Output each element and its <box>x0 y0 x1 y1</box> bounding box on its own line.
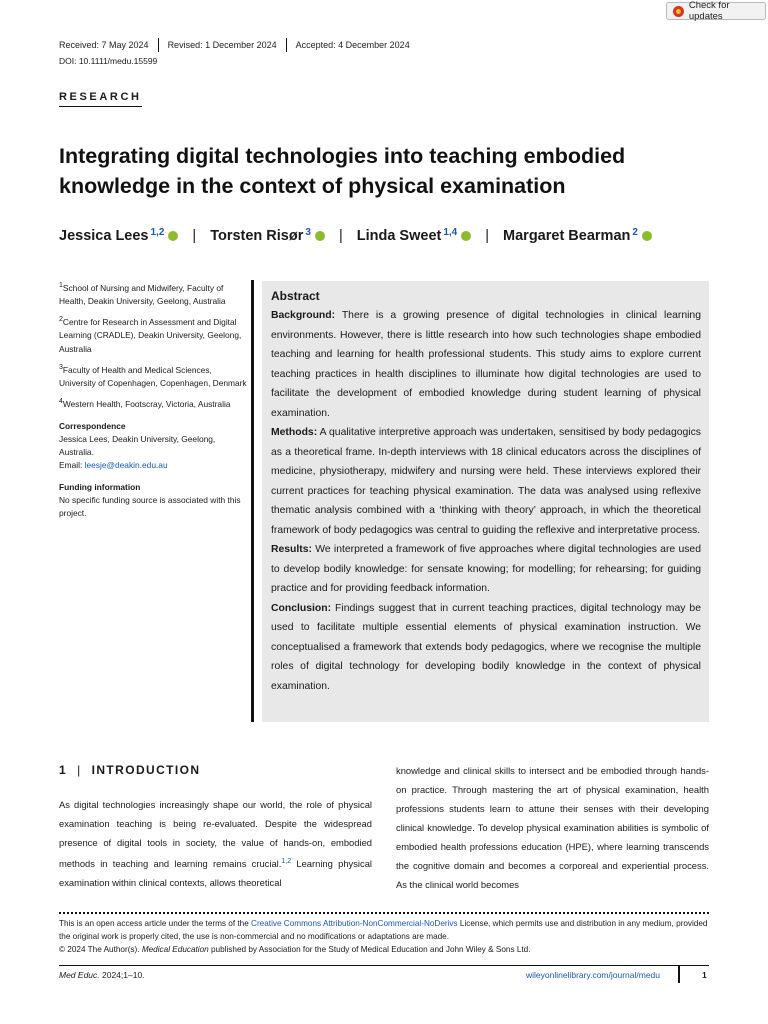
author-name: Linda Sweet <box>356 228 442 244</box>
affiliation: $^2$Centre for Research in Assessment and Digital Learning (CRADLE), Deakin University, Geelong, Australia <box>59 316 242 354</box>
check-for-updates-button[interactable] <box>666 2 766 20</box>
license-divider <box>59 912 709 914</box>
journal-url-link[interactable]: wileyonlinelibrary.com/journal/medu <box>526 970 661 980</box>
license-link[interactable]: Creative Commons Attribution-NonCommercial-NoDerivs <box>251 919 458 928</box>
body-column-left: As digital technologies increasingly shape our world, the role of physical examination teaching is being re-evaluated. Despite the widespread presence of digital tools in society, the value of hands-on, embodied methods in teaching and learning remains crucial.$^{1,2}$ Learning physical examination within clinical contexts, allows theoretical <box>59 799 372 889</box>
revised-date: Revised: 1 December 2024 <box>158 38 286 52</box>
orcid-icon[interactable] <box>315 231 325 241</box>
abstract-results: Results: We interpreted a framework of five approaches where digital technologies are used to develop bodily knowledge: for sensate knowing; for modelling; for rehearsing; for guiding practice and for providing feedback information. <box>271 544 701 594</box>
author-name: Margaret Bearman <box>503 228 631 244</box>
footer-divider <box>678 965 680 983</box>
abstract-box <box>262 281 709 722</box>
section-label: RESEARCH <box>59 91 142 107</box>
email-link[interactable]: leesje@deakin.edu.au <box>84 460 168 471</box>
correspondence-heading: Correspondence <box>59 420 126 431</box>
license-notice: This is an open access article under the terms of the Creative Commons Attribution-NonCommercial-NoDerivs License, which permits use and distribution in any medium, provided the original work is properly cited, the use is non-commercial and no modifications or adaptations are made. © 2024 The Author(s). Medical Education published by Association for the Study of Medical Education and John Wiley & Sons Ltd. <box>59 919 708 954</box>
abstract-background: Background: There is a growing presence of digital technologies in clinical learning environments. However, there is little research into how such technologies shape embodied teaching and learning for health professional students. This study aims to explore current teaching practices in health disciplines to illuminate how digital technologies are used to facilitate the development of embodied knowledge during student learning of physical examination. <box>271 310 701 419</box>
footer-rule <box>59 965 709 966</box>
introduction-heading: 1 | INTRODUCTION <box>59 763 201 777</box>
orcid-icon[interactable] <box>642 231 652 241</box>
author-affil-ref[interactable]: 2 <box>632 226 638 238</box>
check-for-updates-label: Check for updates <box>688 0 730 22</box>
received-date: Received: 7 May 2024 <box>59 40 149 50</box>
affiliation: $^3$Faculty of Health and Medical Sciences, University of Copenhagen, Copenhagen, Denmark <box>59 364 247 389</box>
orcid-icon[interactable] <box>168 231 178 241</box>
affiliation: $^1$School of Nursing and Midwifery, Faculty of Health, Deakin University, Geelong, Australia <box>59 282 226 307</box>
affiliations-sidebar <box>59 279 249 526</box>
author-name: Jessica Lees <box>59 228 149 244</box>
abstract-conclusion: Conclusion: Findings suggest that in current teaching practices, digital technology may be used to facilitate multiple essential elements of physical examination instruction. We conceptualised a framework that extends body pedagogics, where we recognise the multiple roles of digital technology for developing bodily knowledge in the context of physical examination. <box>271 602 701 692</box>
author-separator: | <box>192 228 197 244</box>
body-column-right: knowledge and clinical skills to intersect and be embodied through hands-on practice. Through mastering the art of physical examination, health professions students learn to attune their senses with their developing clinical knowledge. To develop physical examination abilities is symbolic of embodied health professions education (HPE), where learning transcends the cognitive domain and becomes a corporeal and experiential process. As the clinical world becomes <box>396 765 709 890</box>
author-separator: | <box>485 228 490 244</box>
article-dates <box>59 38 419 52</box>
author-name: Torsten Risør <box>210 228 304 244</box>
article-title: Integrating digital technologies into teaching embodied knowledge in the context of physical examination <box>59 144 626 198</box>
page-number: 1 <box>702 970 707 980</box>
accepted-date: Accepted: 4 December 2024 <box>286 38 419 52</box>
correspondence-text: Jessica Lees, Deakin University, Geelong, Australia. Email: leesje@deakin.edu.au <box>59 433 216 471</box>
crossmark-icon <box>673 6 684 17</box>
abstract-heading: Abstract <box>271 289 320 303</box>
doi: DOI: 10.1111/medu.15599 <box>59 56 158 66</box>
divider <box>251 280 254 722</box>
citation-ref[interactable]: 1,2 <box>281 858 292 865</box>
orcid-icon[interactable] <box>461 231 471 241</box>
author-affil-ref[interactable]: 1,4 <box>443 226 458 238</box>
affiliation: $^4$Western Health, Footscray, Victoria, Australia <box>59 398 231 410</box>
footer-citation: Med Educ. 2024;1–10. <box>59 970 145 980</box>
abstract-methods: Methods: A qualitative interpretive approach was undertaken, sensitised by body pedagogics as a theoretical frame. In-depth interviews with 18 clinical educators across the disciplines of medicine, physiotherapy, midwifery and nursing were held. These interviews explored their current practices for teaching physical examination. The data was analysed using reflexive thematic analysis combined with a ‘thinking with theory’ approach, in which the theoretical framework of body pedagogics was central to guiding the reflexive and interpretative process. <box>271 427 701 536</box>
author-separator: | <box>338 228 343 244</box>
author-affil-ref[interactable]: 3 <box>305 226 311 238</box>
funding-text: No specific funding source is associated with this project. <box>59 495 241 519</box>
author-list <box>59 228 652 244</box>
funding-heading: Funding information <box>59 481 141 492</box>
author-affil-ref[interactable]: 1,2 <box>150 226 165 238</box>
